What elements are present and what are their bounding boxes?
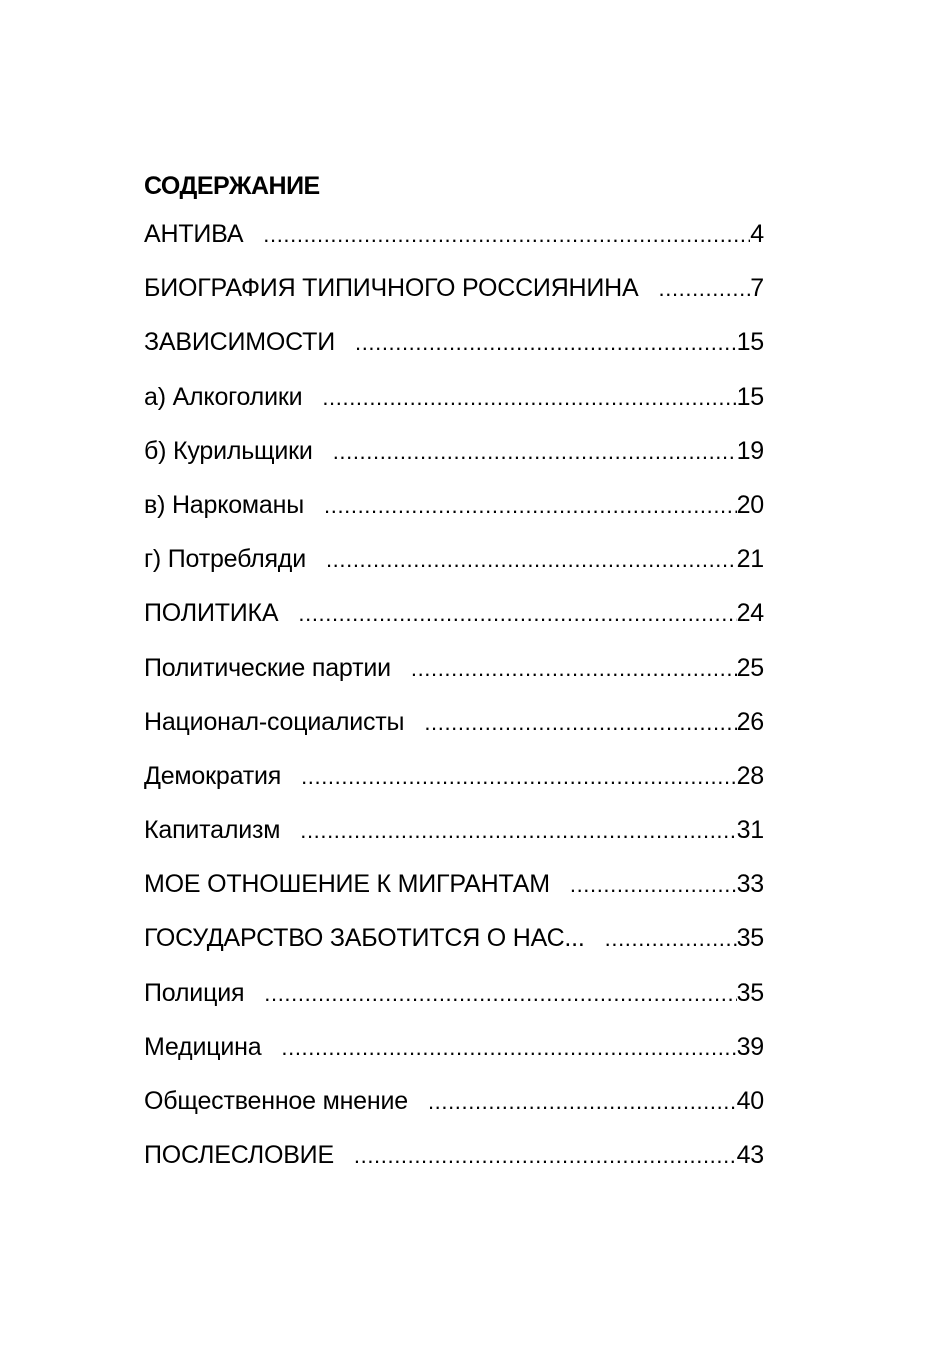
dot-leader xyxy=(570,872,737,898)
toc-entry-label: ПОСЛЕСЛОВИЕ xyxy=(144,1141,334,1170)
toc-entry[interactable] xyxy=(144,328,764,382)
toc-entry-label: МОЕ ОТНОШЕНИЕ К МИГРАНТАМ xyxy=(144,870,550,899)
toc-entry-page-number: 20 xyxy=(736,490,764,519)
toc-entry-label: ЗАВИСИМОСТИ xyxy=(144,328,335,357)
toc-entry-page-number: 35 xyxy=(736,978,764,1007)
toc-entry-page-number: 40 xyxy=(736,1087,764,1115)
dot-leader xyxy=(322,385,736,411)
toc-entry-page-number: 7 xyxy=(750,274,764,303)
toc-entry-page-number: 28 xyxy=(736,761,764,790)
toc-entry-label: ГОСУДАРСТВО ЗАБОТИТСЯ О НАС... xyxy=(144,924,585,953)
toc-entry-page-number: 15 xyxy=(736,328,764,357)
toc-entry[interactable] xyxy=(144,979,764,1033)
toc-entry-label: Национал-социалисты xyxy=(144,707,405,736)
toc-entry[interactable] xyxy=(144,545,764,599)
toc-entry[interactable] xyxy=(144,816,764,870)
toc-entry[interactable] xyxy=(144,491,764,545)
dot-leader xyxy=(659,276,751,302)
toc-entry-page-number: 39 xyxy=(736,1032,764,1061)
toc-entry-page-number: 25 xyxy=(736,653,764,682)
dot-leader xyxy=(326,547,737,573)
toc-entry-label: Политические партии xyxy=(144,653,391,682)
toc-entry-page-number: 35 xyxy=(736,924,764,953)
toc-entry-page-number: 19 xyxy=(736,436,764,465)
dot-leader xyxy=(300,818,736,844)
toc-entry-label: Медицина xyxy=(144,1032,262,1061)
toc-entry-label: АНТИВА xyxy=(144,220,244,248)
dot-leader xyxy=(354,1143,737,1169)
toc-title: СОДЕРЖАНИЕ xyxy=(144,172,320,200)
toc-entry[interactable] xyxy=(144,383,764,437)
toc-entry[interactable] xyxy=(144,762,764,816)
toc-entry-label: Капитализм xyxy=(144,816,281,845)
document-page xyxy=(144,166,764,1195)
dot-leader xyxy=(324,493,737,519)
toc-entry-page-number: 26 xyxy=(736,707,764,736)
toc-entry[interactable] xyxy=(144,1033,764,1087)
toc-entry-page-number: 4 xyxy=(750,220,764,248)
toc-entry-page-number: 15 xyxy=(736,382,764,411)
toc-entry-page-number: 33 xyxy=(736,870,764,899)
toc-entry[interactable] xyxy=(144,220,764,274)
toc-entry-label: Общественное мнение xyxy=(144,1087,408,1115)
dot-leader xyxy=(301,764,737,790)
dot-leader xyxy=(411,656,737,682)
toc-entry-label: г) Потребляди xyxy=(144,545,306,574)
toc-entry[interactable] xyxy=(144,1141,764,1195)
toc-entry[interactable] xyxy=(144,924,764,978)
toc-entry[interactable] xyxy=(144,437,764,491)
dot-leader xyxy=(333,439,737,465)
toc-entry[interactable] xyxy=(144,1087,764,1141)
toc-entry-label: Демократия xyxy=(144,761,282,790)
toc-entry-label: в) Наркоманы xyxy=(144,490,305,519)
toc-entry[interactable] xyxy=(144,708,764,762)
dot-leader xyxy=(264,981,736,1007)
dot-leader xyxy=(424,710,736,736)
toc-entry-label: БИОГРАФИЯ ТИПИЧНОГО РОССИЯНИНА xyxy=(144,274,639,303)
dot-leader xyxy=(605,926,737,952)
toc-entry-label: Полиция xyxy=(144,978,245,1007)
dot-leader xyxy=(263,222,750,248)
toc-entry[interactable] xyxy=(144,654,764,708)
toc-list xyxy=(144,220,764,1195)
toc-entry[interactable] xyxy=(144,870,764,924)
toc-entry[interactable] xyxy=(144,599,764,653)
toc-entry-label: б) Курильщики xyxy=(144,436,313,465)
toc-entry[interactable] xyxy=(144,274,764,328)
dot-leader xyxy=(355,330,737,356)
toc-entry-page-number: 43 xyxy=(736,1141,764,1170)
toc-entry-page-number: 31 xyxy=(736,816,764,845)
dot-leader xyxy=(281,1035,736,1061)
toc-entry-page-number: 21 xyxy=(736,545,764,574)
toc-entry-label: ПОЛИТИКА xyxy=(144,599,279,628)
toc-entry-label: а) Алкоголики xyxy=(144,382,303,411)
toc-entry-page-number: 24 xyxy=(736,599,764,628)
dot-leader xyxy=(298,601,736,627)
dot-leader xyxy=(428,1089,737,1115)
